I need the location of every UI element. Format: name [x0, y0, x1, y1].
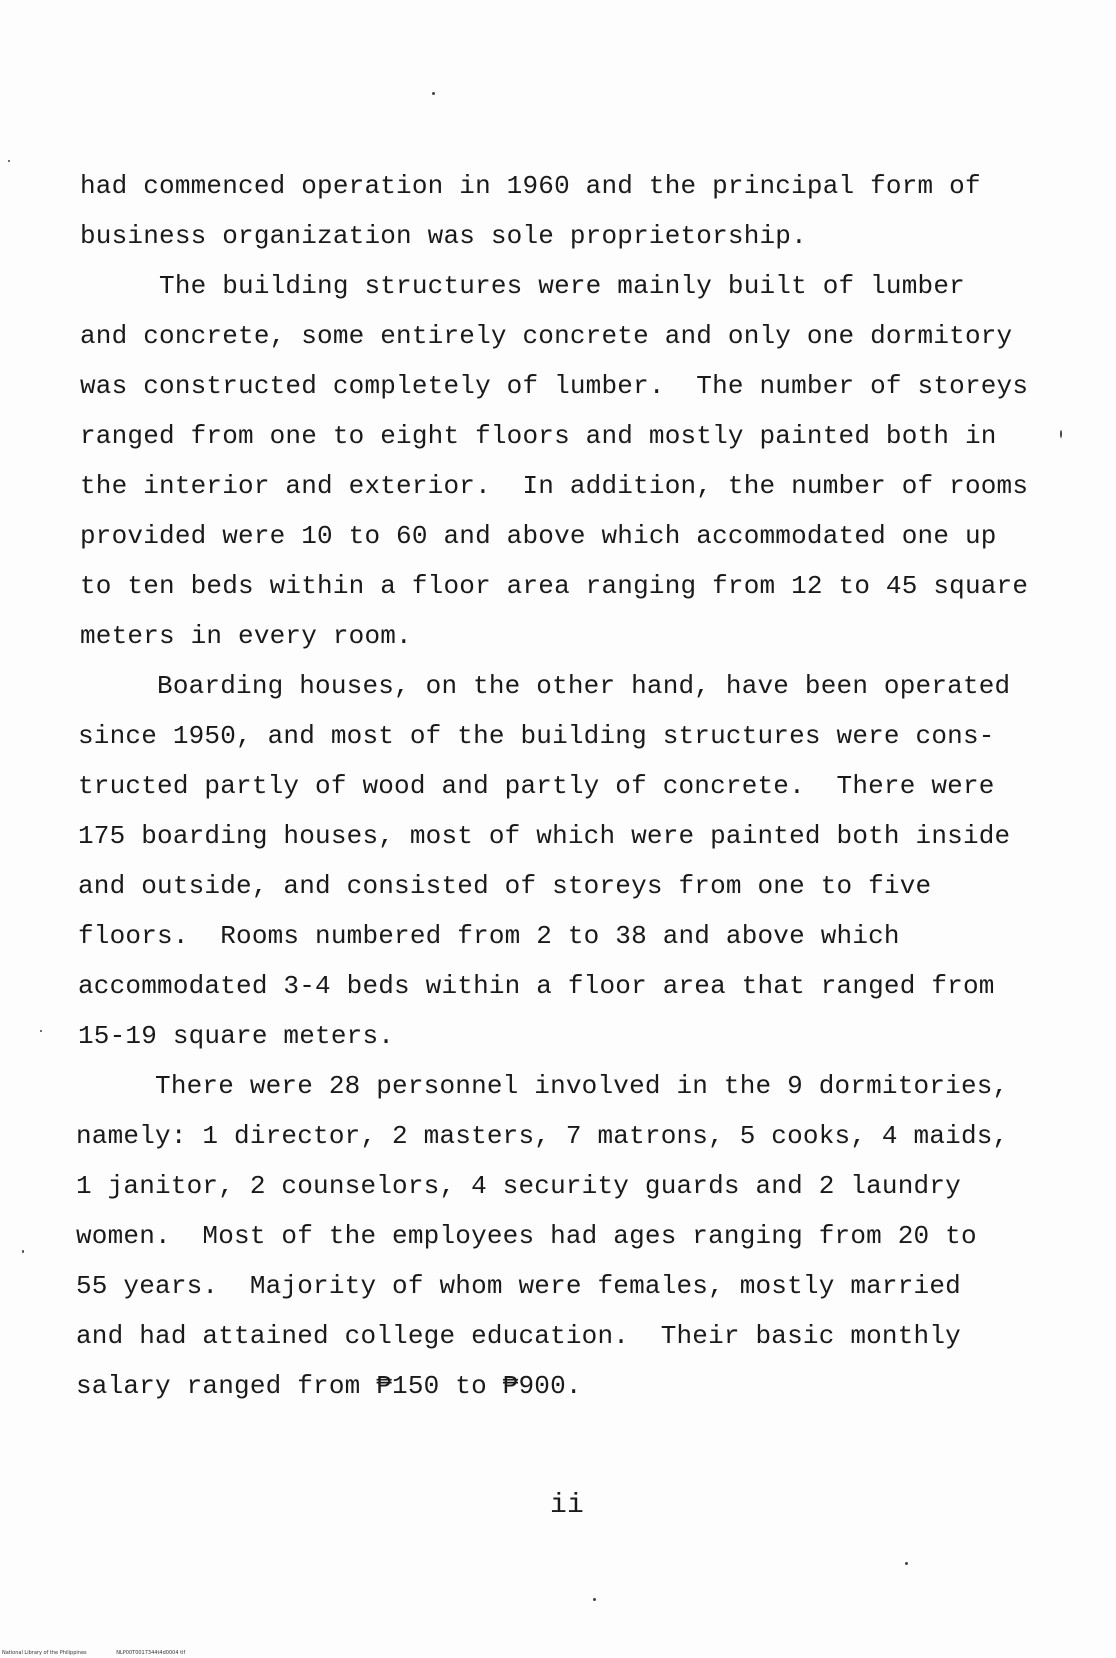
scan-speck: [593, 1598, 596, 1601]
text-line: the interior and exterior. In addition, the number of rooms: [80, 471, 1029, 501]
footer-file-id: NLP00T0017344t4d0004 tif: [116, 1650, 186, 1656]
text-line: business organization was sole proprietorship.: [80, 221, 807, 251]
footer-library: National Library of the Philippines: [2, 1650, 87, 1656]
text-line: 175 boarding houses, most of which were painted both inside: [78, 821, 1011, 851]
text-line: and outside, and consisted of storeys from one to five: [78, 871, 932, 901]
scan-speck: [8, 160, 10, 162]
scan-speck: [905, 1562, 908, 1565]
scan-speck: [40, 1030, 42, 1032]
text-line: ranged from one to eight floors and mostly painted both in: [80, 421, 997, 451]
scan-footer: [2, 1650, 213, 1656]
text-line: tructed partly of wood and partly of concrete. There were: [78, 771, 995, 801]
text-line: had commenced operation in 1960 and the principal form of: [80, 171, 981, 201]
text-line: floors. Rooms numbered from 2 to 38 and above which: [78, 921, 900, 951]
scan-speck: [22, 1250, 24, 1253]
text-line: and concrete, some entirely concrete and only one dormitory: [80, 321, 1013, 351]
text-line: There were 28 personnel involved in the 9 dormitories,: [76, 1071, 1009, 1101]
page-number: ii: [550, 1490, 585, 1521]
text-line: since 1950, and most of the building structures were cons-: [78, 721, 995, 751]
text-line: accommodated 3-4 beds within a floor area that ranged from: [78, 971, 995, 1001]
text-line: Boarding houses, on the other hand, have been operated: [78, 671, 1011, 701]
text-line: provided were 10 to 60 and above which accommodated one up: [80, 521, 997, 551]
scan-speck: [1060, 430, 1062, 438]
text-line: to ten beds within a floor area ranging from 12 to 45 square: [80, 571, 1029, 601]
text-line: and had attained college education. Their basic monthly: [76, 1321, 961, 1351]
text-line: namely: 1 director, 2 masters, 7 matrons, 5 cooks, 4 maids,: [76, 1121, 1009, 1151]
text-line: was constructed completely of lumber. The number of storeys: [80, 371, 1029, 401]
text-line: women. Most of the employees had ages ranging from 20 to: [76, 1221, 977, 1251]
text-line: The building structures were mainly built of lumber: [80, 271, 965, 301]
text-line: salary ranged from ₱150 to ₱900.: [76, 1371, 582, 1401]
text-line: 15-19 square meters.: [78, 1021, 395, 1051]
text-line: meters in every room.: [80, 621, 412, 651]
scan-speck: [432, 92, 435, 95]
text-line: 55 years. Majority of whom were females, mostly married: [76, 1271, 961, 1301]
text-line: 1 janitor, 2 counselors, 4 security guards and 2 laundry: [76, 1171, 961, 1201]
